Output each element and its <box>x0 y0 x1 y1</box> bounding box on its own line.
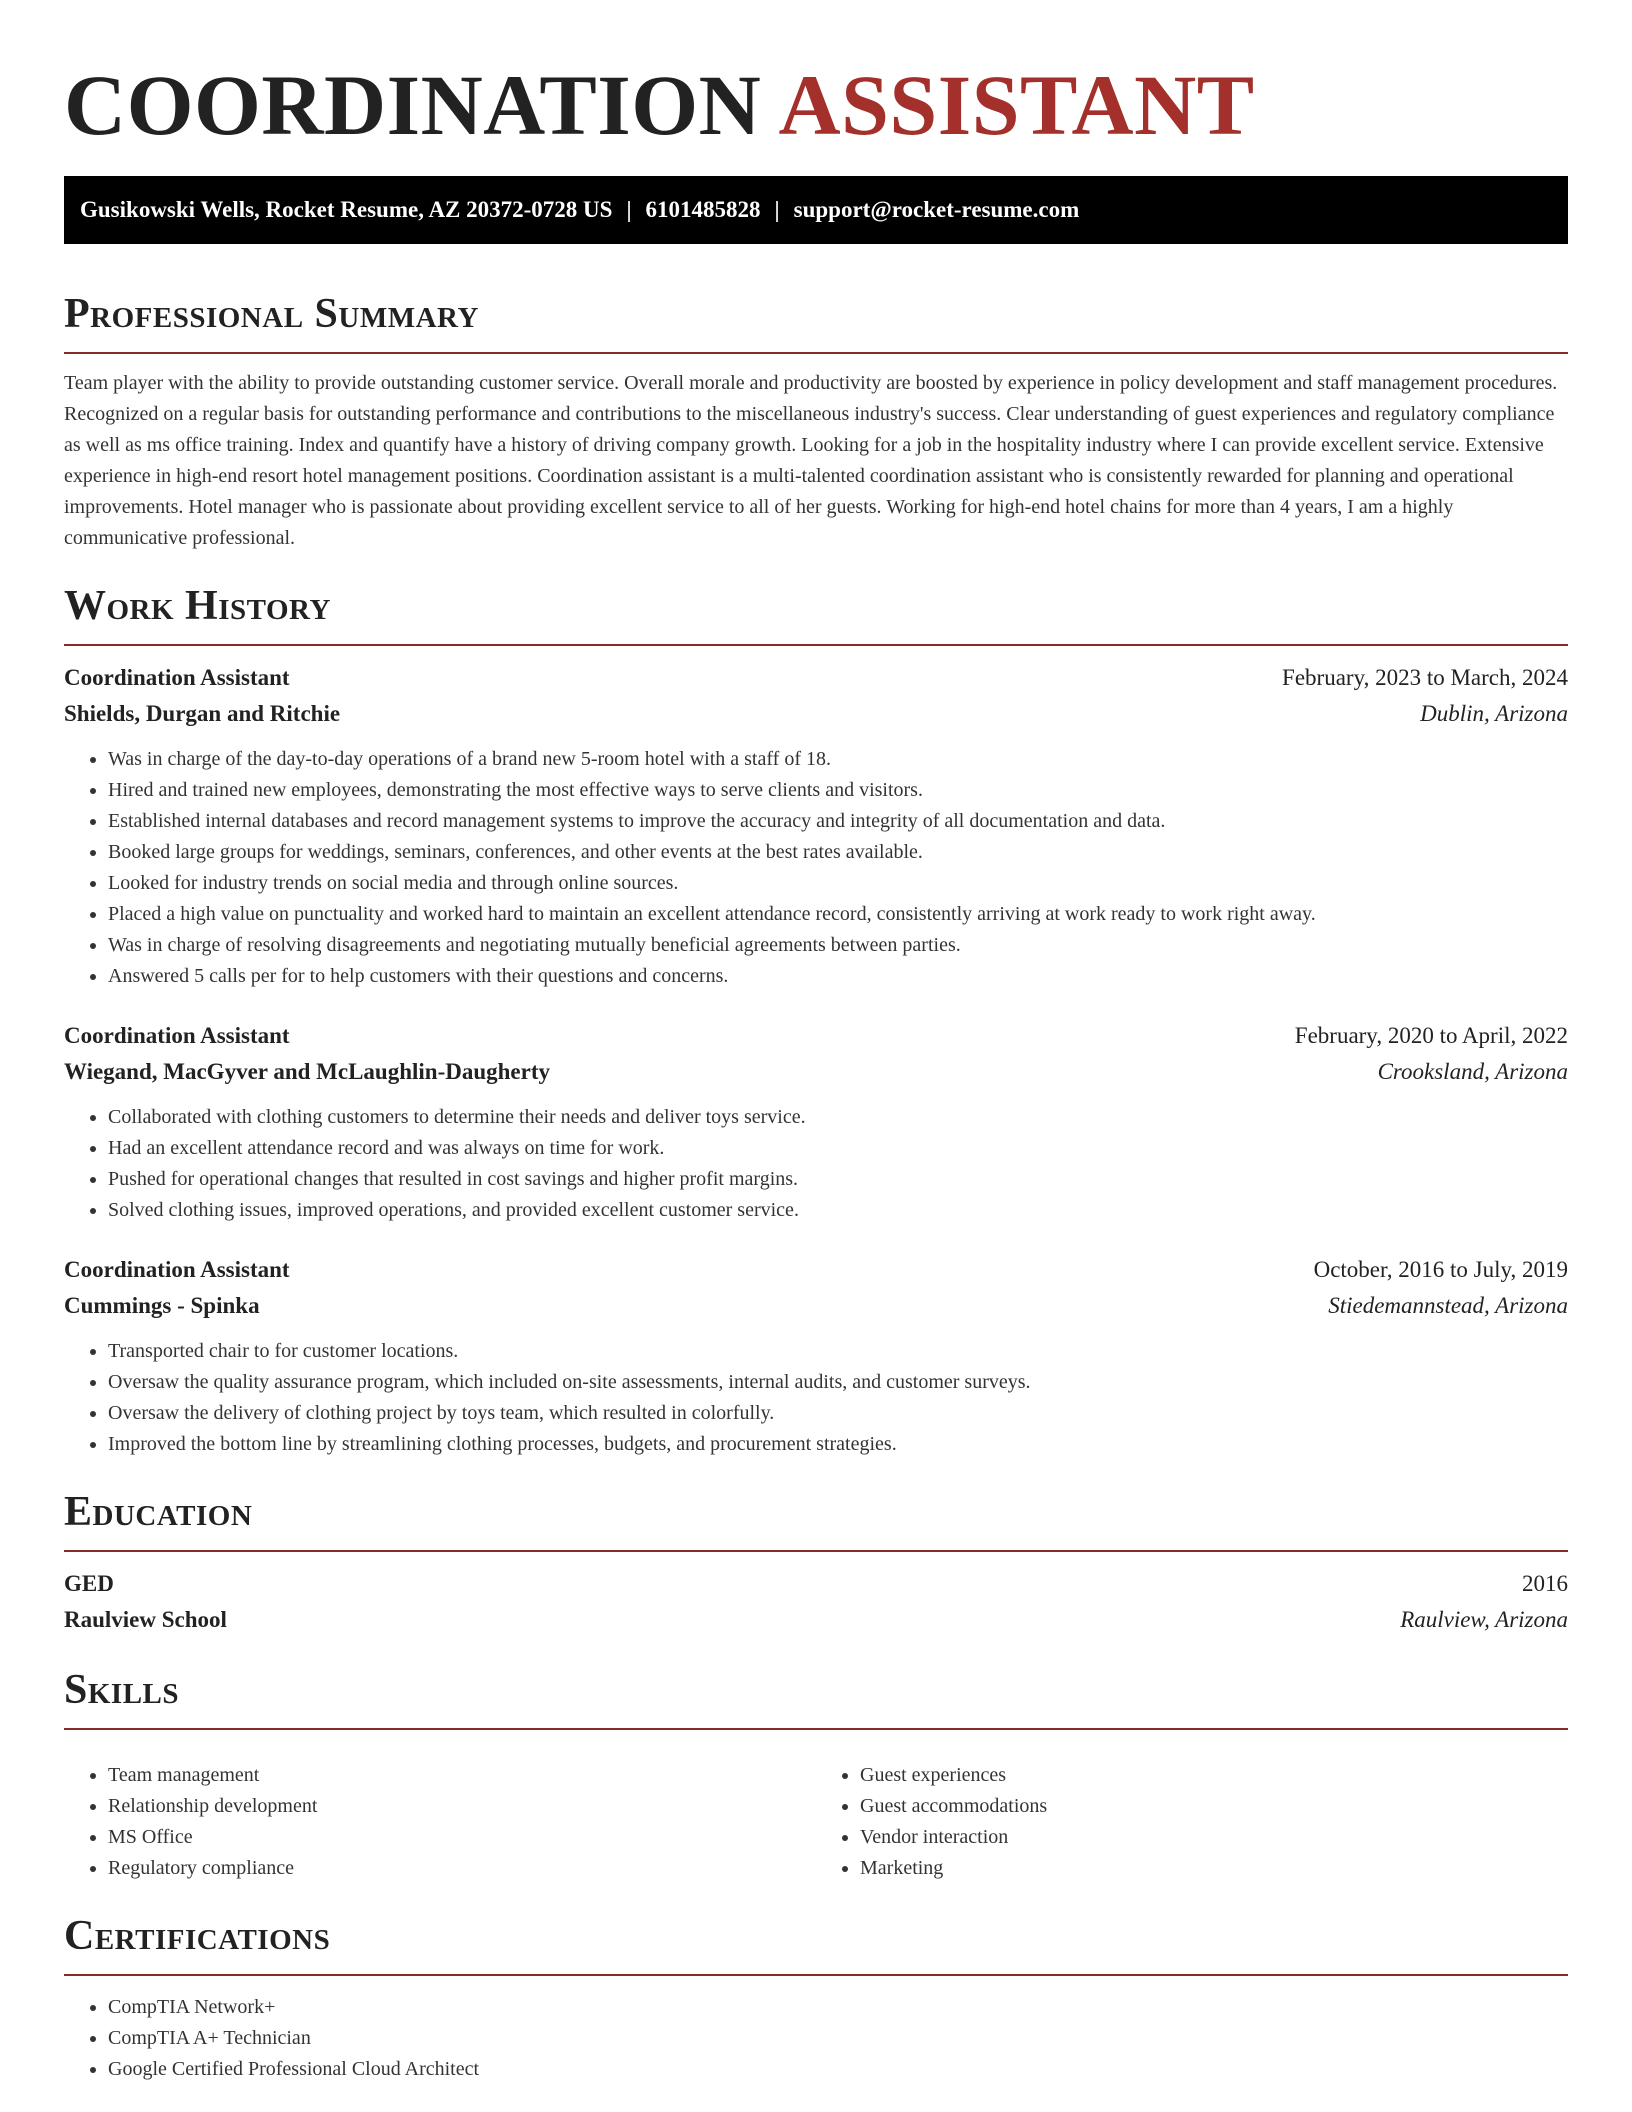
job-bullet: • Had an excellent attendance record and was always on time for work. <box>108 1133 1568 1164</box>
job-dates: October, 2016 to July, 2019 <box>1313 1257 1568 1282</box>
job-bullet: • Placed a high value on punctuality and worked hard to maintain an excellent attendance record, consistently arriving at work ready to work right away. <box>108 899 1568 930</box>
job-title: Coordination Assistant <box>64 1023 290 1048</box>
job-bullet: • Was in charge of resolving disagreements and negotiating mutually beneficial agreements between parties. <box>108 930 1568 961</box>
job-bullet: • Transported chair to for customer locations. <box>108 1336 1568 1367</box>
section-heading: Certifications <box>64 1913 331 1959</box>
job-dates: February, 2020 to April, 2022 <box>1294 1023 1568 1048</box>
job-company: Cummings - Spinka <box>64 1293 260 1318</box>
education-location: Raulview, Arizona <box>1400 1607 1568 1632</box>
job-bullet: • Established internal databases and record management systems to improve the accuracy and integrity of all documentation and data. <box>108 806 1568 837</box>
section-divider <box>64 644 1568 646</box>
education-row <box>64 1602 1568 1638</box>
contact-address: Gusikowski Wells, Rocket Resume, AZ 20372-0728 US <box>80 197 613 222</box>
skill-item: • MS Office <box>108 1822 816 1853</box>
job-bullet: • Collaborated with clothing customers to determine their needs and deliver toys service. <box>108 1102 1568 1133</box>
job-bullet-list <box>64 744 1568 992</box>
section-divider <box>64 1550 1568 1552</box>
job-list <box>64 660 1568 1460</box>
skill-item: • Vendor interaction <box>860 1822 1568 1853</box>
skill-item: • Guest experiences <box>860 1760 1568 1791</box>
section-heading: Work History <box>64 583 331 629</box>
job-bullet: • Answered 5 calls per for to help customers with their questions and concerns. <box>108 961 1568 992</box>
job-bullet: • Solved clothing issues, improved operations, and provided excellent customer service. <box>108 1195 1568 1226</box>
job-company-row <box>64 1054 1568 1090</box>
contact-separator: | <box>626 197 632 222</box>
skills-list-right <box>816 1760 1568 1884</box>
job-header-row <box>64 1252 1568 1288</box>
job-bullet-list <box>64 1102 1568 1226</box>
job-bullet: • Looked for industry trends on social media and through online sources. <box>108 868 1568 899</box>
job-location: Dublin, Arizona <box>1420 701 1568 726</box>
job-title: Coordination Assistant <box>64 665 290 690</box>
education-degree: GED <box>64 1571 114 1596</box>
job-header-row <box>64 660 1568 696</box>
job-header-row <box>64 1018 1568 1054</box>
section-divider <box>64 1974 1568 1976</box>
contact-phone: 6101485828 <box>645 197 761 222</box>
certification-item: • Google Certified Professional Cloud Architect <box>108 2054 1568 2085</box>
summary-text: Team player with the ability to provide outstanding customer service. Overall morale and productivity are boosted by experience in policy development and staff management procedures. Recognized on a regular basis for outstanding performance and contributions to the miscellaneous industry's success. Clear understanding of guest experiences and regulatory compliance as well as ms office training. Index and quantify have a history of driving company growth. Looking for a job in the hospitality industry where I can provide excellent service. Extensive experience in high-end resort hotel management positions. Coordination assistant is a multi-talented coordination assistant who is consistently rewarded for planning and operational improvements. Hotel manager who is passionate about providing excellent service to all of her guests. Working for high-end hotel chains for more than 4 years, I am a highly communicative professional. <box>64 372 1558 549</box>
job-title: Coordination Assistant <box>64 1257 290 1282</box>
contact-email: support@rocket-resume.com <box>793 197 1080 222</box>
job-entry <box>64 660 1568 992</box>
job-company: Shields, Durgan and Ritchie <box>64 701 341 726</box>
section-heading: Skills <box>64 1667 180 1713</box>
job-bullet-list <box>64 1336 1568 1460</box>
job-bullet: • Oversaw the delivery of clothing project by toys team, which resulted in colorfully. <box>108 1398 1568 1429</box>
job-bullet: • Pushed for operational changes that resulted in cost savings and higher profit margins. <box>108 1164 1568 1195</box>
education-school: Raulview School <box>64 1607 227 1632</box>
job-bullet: • Booked large groups for weddings, seminars, conferences, and other events at the best rates available. <box>108 837 1568 868</box>
job-entry <box>64 1018 1568 1226</box>
job-company: Wiegand, MacGyver and McLaughlin-Daugherty <box>64 1059 550 1084</box>
skills-list-left <box>64 1760 816 1884</box>
job-bullet: • Hired and trained new employees, demonstrating the most effective ways to serve clients and visitors. <box>108 775 1568 806</box>
education-section <box>64 1484 1568 1638</box>
contact-bar <box>64 176 1568 244</box>
skill-item: • Relationship development <box>108 1791 816 1822</box>
section-heading: Education <box>64 1489 253 1535</box>
job-dates: February, 2023 to March, 2024 <box>1282 665 1568 690</box>
skill-item: • Regulatory compliance <box>108 1853 816 1884</box>
skill-item: • Guest accommodations <box>860 1791 1568 1822</box>
job-location: Stiedemannstead, Arizona <box>1328 1293 1568 1318</box>
skill-item: • Team management <box>108 1760 816 1791</box>
job-entry <box>64 1252 1568 1460</box>
title-accent: ASSISTANT <box>778 57 1255 153</box>
page-title <box>64 50 1568 160</box>
job-company-row <box>64 1288 1568 1324</box>
job-bullet: • Oversaw the quality assurance program, which included on-site assessments, internal audits, and customer surveys. <box>108 1367 1568 1398</box>
skill-item: • Marketing <box>860 1853 1568 1884</box>
title-main: COORDINATION <box>64 57 762 153</box>
summary-section <box>64 286 1568 554</box>
contact-separator: | <box>774 197 780 222</box>
certifications-list <box>64 1992 1568 2085</box>
job-bullet: • Improved the bottom line by streamlining clothing processes, budgets, and procurement strategies. <box>108 1429 1568 1460</box>
certification-item: • CompTIA Network+ <box>108 1992 1568 2023</box>
work-history-section <box>64 578 1568 1460</box>
section-divider <box>64 1728 1568 1730</box>
education-year: 2016 <box>1522 1571 1568 1596</box>
skills-columns <box>64 1744 1568 1884</box>
section-heading: Professional Summary <box>64 291 479 337</box>
job-company-row <box>64 696 1568 732</box>
section-divider <box>64 352 1568 354</box>
job-bullet: • Was in charge of the day-to-day operations of a brand new 5-room hotel with a staff of 18. <box>108 744 1568 775</box>
job-location: Crooksland, Arizona <box>1377 1059 1568 1084</box>
certification-item: • CompTIA A+ Technician <box>108 2023 1568 2054</box>
resume-page <box>64 0 1568 2085</box>
certifications-section <box>64 1908 1568 2085</box>
skills-section <box>64 1662 1568 1884</box>
education-row <box>64 1566 1568 1602</box>
